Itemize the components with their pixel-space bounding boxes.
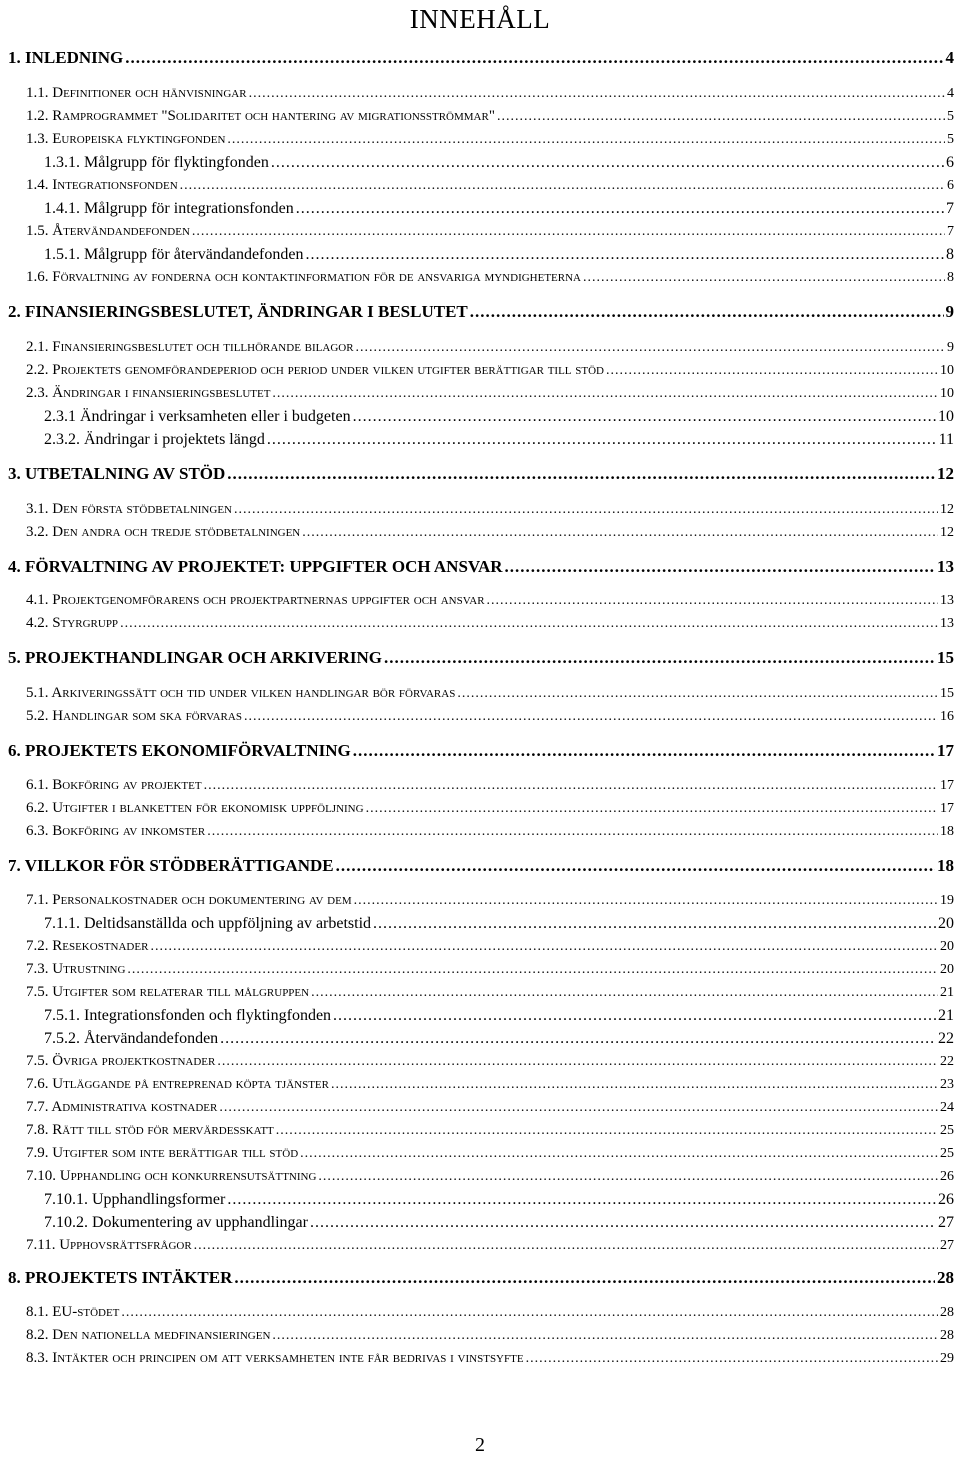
page-number: 2	[475, 1434, 485, 1456]
toc-entry[interactable]	[26, 938, 954, 955]
toc-entry-page: 6	[946, 154, 954, 171]
toc-entry[interactable]	[26, 501, 954, 518]
dot-leader	[227, 1191, 936, 1209]
dot-leader	[272, 386, 938, 402]
dot-leader	[606, 363, 938, 379]
toc-entry[interactable]	[26, 1076, 954, 1093]
toc-entry-label: 1.5.1. Målgrupp för återvändandefonden	[44, 246, 304, 263]
dot-leader	[310, 1214, 936, 1232]
toc-entry[interactable]	[44, 408, 954, 426]
toc-entry-page: 6	[947, 178, 954, 193]
dot-leader	[526, 1351, 938, 1367]
toc-entry-page: 12	[937, 464, 954, 483]
toc-entry[interactable]	[26, 1053, 954, 1070]
toc-entry-label: 7.5.1. Integrationsfonden och flyktingfonden	[44, 1007, 332, 1024]
toc-entry[interactable]	[44, 1191, 954, 1209]
toc-entry-label: 3.2. Den andra och tredje stödbetalningen	[26, 524, 301, 540]
toc-entry-page: 8	[946, 246, 954, 263]
dot-leader	[583, 270, 945, 286]
toc-entry[interactable]	[44, 200, 954, 218]
dot-leader	[121, 1305, 938, 1321]
toc-entry-label: 7.5.2. Återvändandefonden	[44, 1030, 219, 1047]
toc-entry-label: 3.1. Den första stödbetalningen	[26, 501, 232, 517]
toc-entry-label: 2.2. Projektets genomförandeperiod och period under vilken utgifter berättigar till stöd	[26, 362, 604, 378]
toc-entry[interactable]	[8, 741, 954, 761]
toc-entry-page: 5	[947, 132, 954, 147]
dot-leader	[302, 525, 938, 541]
toc-entry-page: 13	[937, 557, 954, 576]
toc-entry[interactable]	[44, 246, 954, 264]
dot-leader	[331, 1077, 938, 1093]
toc-entry[interactable]	[26, 984, 954, 1001]
toc-entry[interactable]	[26, 800, 954, 817]
toc-entry-label: 2.3.2. Ändringar i projektets längd	[44, 431, 265, 448]
toc-entry[interactable]	[26, 1350, 954, 1367]
toc-entry-page: 20	[940, 939, 954, 954]
dot-leader	[234, 1268, 935, 1288]
dot-leader	[194, 1238, 938, 1254]
dot-leader	[180, 178, 945, 194]
toc-entry-label: 8.1. EU-stödet	[26, 1304, 120, 1320]
toc-entry-page: 10	[938, 408, 954, 425]
toc-entry[interactable]	[26, 1122, 954, 1139]
toc-entry-label: 1.4.1. Målgrupp för integrationsfonden	[44, 200, 294, 217]
toc-entry-page: 23	[940, 1077, 954, 1092]
toc-entry[interactable]	[44, 1007, 954, 1025]
dot-leader	[271, 154, 944, 172]
dot-leader	[220, 1030, 936, 1048]
toc-entry-page: 15	[940, 686, 954, 701]
toc-entry-label: 5. PROJEKTHANDLINGAR OCH ARKIVERING	[8, 648, 383, 667]
dot-leader	[204, 778, 938, 794]
toc-entry-page: 17	[940, 801, 954, 816]
toc-entry-page: 20	[940, 962, 954, 977]
toc-entry-label: 7.7. Administrativa kostnader	[26, 1099, 218, 1115]
toc-entry[interactable]	[26, 1145, 954, 1162]
toc-entry[interactable]	[26, 592, 954, 609]
toc-entry-label: 7.8. Rätt till stöd för mervärdesskatt	[26, 1122, 274, 1138]
toc-entry[interactable]	[26, 177, 954, 194]
toc-entry-page: 9	[947, 340, 954, 355]
toc-entry[interactable]	[8, 856, 954, 876]
toc-entry[interactable]	[26, 269, 954, 286]
toc-entry-page: 8	[947, 270, 954, 285]
dot-leader	[353, 741, 935, 761]
toc-entry[interactable]	[26, 708, 954, 725]
toc-entry-label: 7.10.1. Upphandlingsformer	[44, 1191, 226, 1208]
toc-entry-label: 2.1. Finansieringsbeslutet och tillhörande bilagor	[26, 339, 354, 355]
toc-entry-label: 7.5. Utgifter som relaterar till målgruppen	[26, 984, 310, 1000]
toc-entry-page: 27	[938, 1214, 954, 1231]
toc-entry-page: 19	[940, 893, 954, 908]
toc-entry-page: 20	[938, 915, 954, 932]
toc-entry-label: 5.2. Handlingar som ska förvaras	[26, 708, 242, 724]
dot-leader	[457, 686, 938, 702]
toc-entry-label: 6.1. Bokföring av projektet	[26, 777, 202, 793]
toc-entry-label: 7.9. Utgifter som inte berättigar till stöd	[26, 1145, 299, 1161]
toc-entry-page: 7	[947, 224, 954, 239]
dot-leader	[470, 302, 944, 322]
toc-entry[interactable]	[26, 524, 954, 541]
toc-entry[interactable]	[26, 1168, 954, 1185]
dot-leader	[272, 1328, 938, 1344]
toc-entry-page: 13	[940, 593, 954, 608]
toc-entry-label: 7.10.2. Dokumentering av upphandlingar	[44, 1214, 308, 1231]
toc-entry[interactable]	[26, 777, 954, 794]
dot-leader	[318, 1169, 938, 1185]
toc-entry[interactable]	[26, 1327, 954, 1344]
toc-entry-label: 6.3. Bokföring av inkomster	[26, 823, 206, 839]
toc-entry-label: 6.2. Utgifter i blanketten för ekonomisk uppföljning	[26, 800, 364, 816]
dot-leader	[227, 464, 935, 484]
toc-entry-label: 1.6. Förvaltning av fonderna och kontaktinformation för de ansvariga myndigheterna	[26, 269, 581, 285]
toc-entry-page: 18	[940, 824, 954, 839]
dot-leader	[497, 109, 945, 125]
toc-entry-label: 7. VILLKOR FÖR STÖDBERÄTTIGANDE	[8, 856, 334, 875]
toc-entry[interactable]	[26, 1099, 954, 1116]
toc-entry-label: 2.3. Ändringar i finansieringsbeslutet	[26, 385, 271, 401]
page-title: INNEHÅLL	[409, 4, 551, 34]
toc-entry[interactable]	[26, 892, 954, 909]
toc-entry-label: 8.2. Den nationella medfinansieringen	[26, 1327, 271, 1343]
dot-leader	[125, 48, 943, 68]
toc-entry-label: 7.10. Upphandling och konkurrensutsättning	[26, 1168, 317, 1184]
dot-leader	[487, 593, 938, 609]
toc-entry-page: 7	[946, 200, 954, 217]
dot-leader	[150, 939, 938, 955]
toc-entry-page: 9	[945, 302, 954, 321]
dot-leader	[373, 915, 936, 933]
toc-entry-label: 1.2. Ramprogrammet "Solidaritet och hantering av migrationsströmmar"	[26, 108, 495, 124]
toc-entry-label: 4.1. Projektgenomförarens och projektpartnernas uppgifter och ansvar	[26, 592, 485, 608]
toc-entry-page: 22	[938, 1030, 954, 1047]
dot-leader	[300, 1146, 938, 1162]
toc-entry-label: 7.11. Upphovsrättsfrågor	[26, 1237, 192, 1253]
toc-entry-page: 25	[940, 1123, 954, 1138]
toc-entry[interactable]	[26, 1237, 954, 1254]
toc-entry-label: 1.5. Återvändandefonden	[26, 223, 190, 239]
toc-entry-label: 7.5. Övriga projektkostnader	[26, 1053, 216, 1069]
dot-leader	[217, 1054, 938, 1070]
dot-leader	[333, 1007, 936, 1025]
dot-leader	[120, 616, 938, 632]
toc-entry[interactable]	[26, 615, 954, 632]
toc-entry-page: 10	[940, 386, 954, 401]
toc-entry-label: 3. UTBETALNING AV STÖD	[8, 464, 226, 483]
toc-entry-page: 12	[940, 502, 954, 517]
toc-entry-page: 17	[940, 778, 954, 793]
toc-entry[interactable]	[8, 48, 954, 68]
toc-entry-label: 8. PROJEKTETS INTÄKTER	[8, 1268, 233, 1287]
toc-entry-label: 7.1. Personalkostnader och dokumentering av dem	[26, 892, 352, 908]
dot-leader	[311, 985, 938, 1001]
toc-entry[interactable]	[26, 85, 954, 102]
toc-entry-label: 1.3.1. Målgrupp för flyktingfonden	[44, 154, 269, 171]
toc-entry[interactable]	[44, 915, 954, 933]
toc-entry[interactable]	[44, 154, 954, 172]
toc-entry-label: 7.3. Utrustning	[26, 961, 126, 977]
toc-entry[interactable]	[44, 1030, 954, 1048]
toc-entry-page: 4	[945, 48, 954, 67]
toc-entry[interactable]	[8, 1268, 954, 1288]
dot-leader	[276, 1123, 938, 1139]
dot-leader	[384, 648, 935, 668]
toc-entry-page: 28	[937, 1268, 954, 1287]
dot-leader	[219, 1100, 938, 1116]
toc-entry-page: 15	[937, 648, 954, 667]
toc-entry[interactable]	[26, 961, 954, 978]
toc-entry-label: 4. FÖRVALTNING AV PROJEKTET: UPPGIFTER OCH ANSVAR	[8, 557, 503, 576]
toc-entry-page: 12	[940, 525, 954, 540]
toc-entry-page: 10	[940, 363, 954, 378]
dot-leader	[227, 132, 945, 148]
dot-leader	[296, 200, 944, 218]
toc-entry-label: 2.3.1 Ändringar i verksamheten eller i budgeten	[44, 408, 351, 425]
toc-entry-page: 27	[940, 1238, 954, 1253]
dot-leader	[356, 340, 945, 356]
toc-entry-label: 6. PROJEKTETS EKONOMIFÖRVALTNING	[8, 741, 351, 760]
dot-leader	[353, 408, 936, 426]
toc-entry-label: 2. FINANSIERINGSBESLUTET, ÄNDRINGAR I BESLUTET	[8, 302, 468, 321]
dot-leader	[127, 962, 938, 978]
toc-entry-label: 7.2. Resekostnader	[26, 938, 149, 954]
toc-entry-page: 13	[940, 616, 954, 631]
toc-entry[interactable]	[26, 385, 954, 402]
toc-entry-page: 11	[938, 431, 954, 448]
toc-entry-label: 1.3. Europeiska flyktingfonden	[26, 131, 226, 147]
toc-entry[interactable]	[44, 431, 954, 449]
toc-entry-page: 24	[940, 1100, 954, 1115]
toc-entry-page: 16	[940, 709, 954, 724]
toc-entry[interactable]	[26, 339, 954, 356]
toc-entry-page: 21	[940, 985, 954, 1000]
dot-leader	[305, 246, 944, 264]
toc-entry-page: 21	[938, 1007, 954, 1024]
toc-entry-page: 26	[940, 1169, 954, 1184]
toc-entry[interactable]	[26, 131, 954, 148]
toc-entry-page: 18	[937, 856, 954, 875]
toc-entry[interactable]	[8, 302, 954, 322]
toc-entry[interactable]	[26, 362, 954, 379]
toc-entry-label: 7.1.1. Deltidsanställda och uppföljning av arbetstid	[44, 915, 372, 932]
toc-entry-page: 26	[938, 1191, 954, 1208]
toc-entry[interactable]	[26, 1304, 954, 1321]
toc-entry-page: 4	[947, 86, 954, 101]
dot-leader	[505, 557, 935, 577]
toc-entry-label: 7.6. Utläggande på entreprenad köpta tjänster	[26, 1076, 329, 1092]
toc-entry-page: 17	[937, 741, 954, 760]
toc-entry[interactable]	[44, 1214, 954, 1232]
dot-leader	[207, 824, 938, 840]
toc-entry-page: 28	[940, 1328, 954, 1343]
dot-leader	[267, 431, 937, 449]
toc-entry-label: 1. INLEDNING	[8, 48, 124, 67]
toc-entry[interactable]	[26, 823, 954, 840]
toc-entry[interactable]	[8, 648, 954, 668]
toc-entry-label: 8.3. Intäkter och principen om att verksamheten inte får bedrivas i vinstsyfte	[26, 1350, 524, 1366]
toc-entry-page: 29	[940, 1351, 954, 1366]
toc-entry[interactable]	[26, 685, 954, 702]
toc-entry[interactable]	[8, 557, 954, 577]
toc-entry-page: 22	[940, 1054, 954, 1069]
toc-entry-page: 28	[940, 1305, 954, 1320]
toc-entry-label: 4.2. Styrgrupp	[26, 615, 119, 631]
toc-entry-label: 1.4. Integrationsfonden	[26, 177, 178, 193]
dot-leader	[249, 86, 945, 102]
toc-entry[interactable]	[8, 464, 954, 484]
toc-entry-label: 5.1. Arkiveringssätt och tid under vilken handlingar bör förvaras	[26, 685, 456, 701]
toc-entry-page: 5	[947, 109, 954, 124]
toc-entry-page: 25	[940, 1146, 954, 1161]
dot-leader	[234, 502, 938, 518]
toc-entry[interactable]	[26, 223, 954, 240]
dot-leader	[244, 709, 938, 725]
dot-leader	[336, 856, 935, 876]
dot-leader	[354, 893, 938, 909]
toc-entry[interactable]	[26, 108, 954, 125]
dot-leader	[192, 224, 945, 240]
dot-leader	[366, 801, 938, 817]
toc-entry-label: 1.1. Definitioner och hänvisningar	[26, 85, 247, 101]
